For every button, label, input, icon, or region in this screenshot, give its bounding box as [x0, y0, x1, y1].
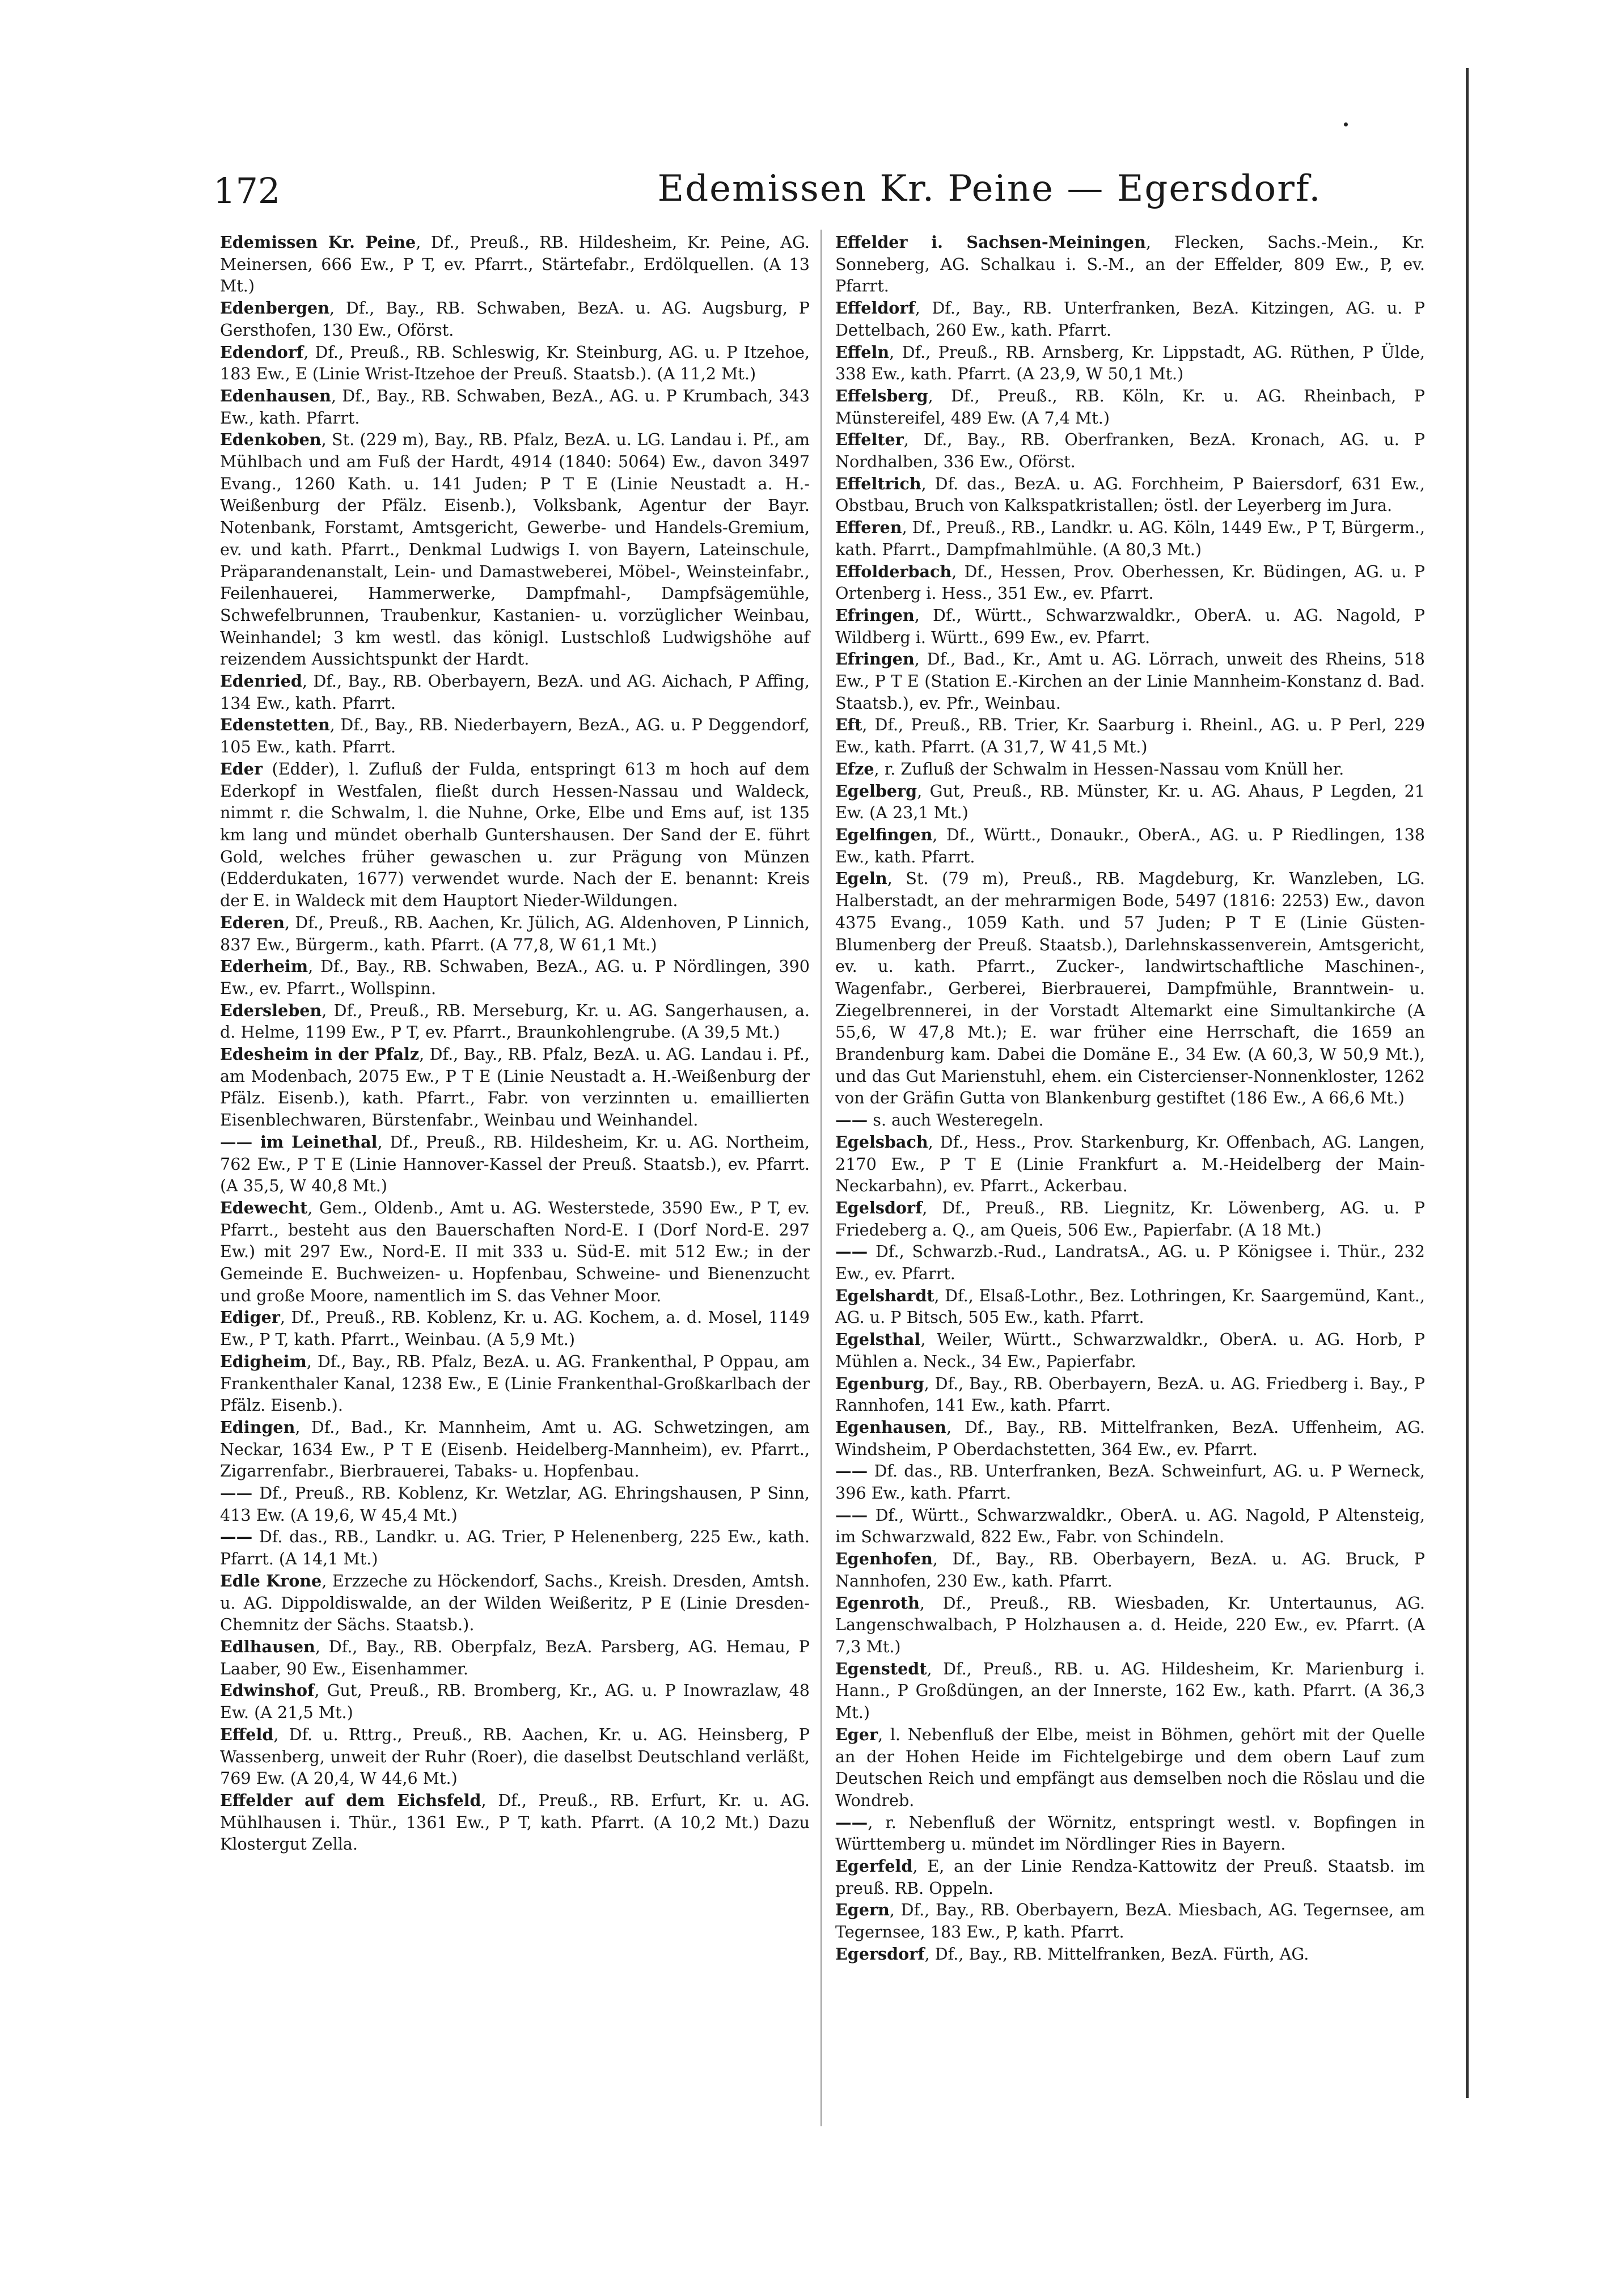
dictionary-entry: [835, 648, 1425, 714]
entry-text: , Df., Bay., RB. Oberbayern, BezA. u. AG. Bruck, P Nannhofen, 230 Ew., kath. Pfarrt.: [835, 1549, 1425, 1590]
entry-text: , Df. das., BezA. u. AG. Forchheim, P Baiersdorf, 631 Ew., Obstbau, Bruch von Kalkspatkristallen; östl. der Leyerberg im Jura.: [835, 473, 1425, 515]
page-edge-rule: [1466, 68, 1469, 2098]
dictionary-entry: [835, 1241, 1425, 1284]
entry-text: , Df., Preuß., RB. Trier, Kr. Saarburg i. Rheinl., AG. u. P Perl, 229 Ew., kath. Pfarrt. (A 31,7, W 41,5 Mt.): [835, 715, 1425, 757]
entry-headword: Egelsbach: [835, 1132, 928, 1152]
entry-headword: Egelfingen: [835, 824, 933, 844]
entry-text: , Df., Preuß., RB. Erfurt, Kr. u. AG. Mühlhausen i. Thür., 1361 Ew., P T, kath. Pfarrt. (A 10,2 Mt.) Dazu Klostergut Zella.: [220, 1790, 810, 1854]
entry-text: , Df., Elsaß-Lothr., Bez. Lothringen, Kr. Saargemünd, Kant., AG. u. P Bitsch, 505 Ew., kath. Pfarrt.: [835, 1285, 1425, 1327]
entry-text: , Gut, Preuß., RB. Münster, Kr. u. AG. Ahaus, P Legden, 21 Ew. (A 23,1 Mt.): [835, 781, 1425, 823]
right-column: [835, 231, 1425, 1965]
entry-text: s. auch Westeregeln.: [868, 1110, 1044, 1130]
entry-headword: Egenhausen: [835, 1417, 946, 1437]
dictionary-entry: [835, 297, 1425, 341]
entry-text: , Df., Bad., Kr. Mannheim, Amt u. AG. Schwetzingen, am Neckar, 1634 Ew., P T E (Eisenb. Heidelberg-Mannheim), ev. Pfarrt., Zigarrenfabr., Bierbrauerei, Tabaks- u. Hopfenbau.: [220, 1417, 810, 1481]
page-number: 172: [213, 170, 281, 211]
entry-text: , Df., Preuß., RB. Schleswig, Kr. Steinburg, AG. u. P Itzehoe, 183 Ew., E (Linie Wrist-Itzehoe der Preuß. Staatsb.). (A 11,2 Mt.): [220, 342, 810, 384]
dictionary-entry: [835, 1592, 1425, 1658]
entry-text: , Df., Preuß., RB. Wiesbaden, Kr. Untertaunus, AG. Langenschwalbach, P Holzhausen a. d. Heide, 220 Ew., ev. Pfarrt. (A 7,3 Mt.): [835, 1593, 1425, 1656]
dictionary-entry: [220, 1679, 810, 1723]
entry-headword: Edenried: [220, 671, 302, 691]
entry-headword: Edemissen Kr. Peine: [220, 232, 416, 252]
dictionary-entry: [220, 1570, 810, 1636]
dictionary-entry: [835, 1460, 1425, 1504]
entry-headword: Eder: [220, 759, 263, 779]
dictionary-entry: [835, 231, 1425, 297]
entry-headword: ——: [220, 1483, 253, 1503]
entry-headword: Effeltrich: [835, 473, 921, 493]
entry-text: , E, an der Linie Rendza-Kattowitz der Preuß. Staatsb. im preuß. RB. Oppeln.: [835, 1856, 1425, 1898]
entry-text: , Df., Preuß., RB. Koblenz, Kr. u. AG. Kochem, a. d. Mosel, 1149 Ew., P T, kath. Pfarrt., Weinbau. (A 5,9 Mt.): [220, 1308, 810, 1349]
entry-headword: Egersdorf: [835, 1944, 925, 1964]
dictionary-entry: [220, 758, 810, 912]
entry-headword: Edenbergen: [220, 298, 329, 318]
dictionary-entry: [220, 297, 810, 341]
ink-dot: [1344, 122, 1348, 126]
entry-headword: Edlhausen: [220, 1637, 315, 1656]
dictionary-entry: [220, 1789, 810, 1855]
entry-text: , Flecken, Sachs.-Mein., Kr. Sonneberg, AG. Schalkau i. S.-M., an der Effelder, 809 Ew., P, ev. Pfarrt.: [835, 232, 1425, 296]
entry-headword: Edigheim: [220, 1351, 307, 1371]
dictionary-entry: [835, 780, 1425, 824]
dictionary-entry: [835, 1504, 1425, 1548]
entry-headword: Ediger: [220, 1308, 280, 1327]
entry-text: , Df., Bay., RB. Schwaben, BezA., AG. u. P Nördlingen, 390 Ew., ev. Pfarrt., Wollspinn.: [220, 957, 810, 998]
dictionary-entry: [220, 1416, 810, 1482]
entry-text: Df., Preuß., RB. Koblenz, Kr. Wetzlar, AG. Ehringshausen, P Sinn, 413 Ew. (A 19,6, W 45,4 Mt.): [220, 1483, 810, 1525]
dictionary-entry: [220, 1043, 810, 1131]
entry-headword: Egenburg: [835, 1373, 924, 1393]
dictionary-entry: [220, 955, 810, 999]
entry-headword: ——: [835, 1242, 868, 1262]
dictionary-entry: [835, 714, 1425, 758]
entry-headword: Egenroth: [835, 1593, 920, 1613]
entry-text: , St. (79 m), Preuß., RB. Magdeburg, Kr. Wanzleben, LG. Halberstadt, an der mehrarmigen Bode, 5497 (1816: 2253) Ew., davon 4375 Evang., 1059 Kath. und 57 Juden; P T E (Linie Güsten-Blumenberg der Preuß. Staatsb.), Darlehnskassenverein, Amtsgericht, ev. u. kath. Pfarrt., Zucker-, landwirtschaftliche Maschinen-, Wagenfabr., Gerberei, Bierbrauerei, Dampfmühle, Branntwein- u. Ziegelbrennerei, in der Vorstadt Altemarkt eine Simultankirche (A 55,6, W 47,8 Mt.); E. war früher eine Herrschaft, die 1659 an Brandenburg kam. Dabei die Domäne E., 34 Ew. (A 60,3, W 50,9 Mt.), und das Gut Marienstuhl, ehem. ein Cistercienser-Nonnenkloster, 1262 von der Gräfin Gutta von Blankenburg gestiftet (186 Ew., A 66,6 Mt.): [835, 869, 1425, 1108]
dictionary-entry: [835, 868, 1425, 1109]
dictionary-entry: [220, 1526, 810, 1569]
entry-headword: ——: [835, 1505, 868, 1525]
entry-headword: Effelsberg: [835, 386, 928, 405]
dictionary-entry: [220, 714, 810, 758]
entry-text: , Df., Preuß., RB. Arnsberg, Kr. Lippstadt, AG. Rüthen, P Ülde, 338 Ew., kath. Pfarrt. (A 23,9, W 50,1 Mt.): [835, 342, 1425, 384]
entry-headword: Egelberg: [835, 781, 917, 801]
entry-text: , Df., Bay., RB. Pfalz, BezA. u. AG. Landau i. Pf., am Modenbach, 2075 Ew., P T E (Linie Neustadt a. H.-Weißenburg der Pfälz. Eisenb.), kath. Pfarrt., Fabr. von verzinnten u. emaillierten Eisenblechwaren, Bürstenfabr., Weinbau und Weinhandel.: [220, 1044, 810, 1130]
entry-text: , Df., Bay., RB. Oberbayern, BezA. u. AG. Friedberg i. Bay., P Rannhofen, 141 Ew., kath. Pfarrt.: [835, 1373, 1425, 1415]
entry-headword: Egern: [835, 1900, 890, 1920]
dictionary-entry: [220, 1000, 810, 1043]
dictionary-entry: [835, 341, 1425, 385]
entry-text: , Df., Bay., RB. Mittelfranken, BezA. Fürth, AG.: [924, 1944, 1309, 1964]
entry-text: , r. Nebenfluß der Wörnitz, entspringt westl. v. Bopfingen in Württemberg u. mündet im Nördlinger Ries in Bayern.: [835, 1812, 1425, 1854]
dictionary-entry: [835, 1285, 1425, 1329]
entry-headword: ——: [835, 1461, 868, 1481]
entry-headword: Ederheim: [220, 957, 308, 976]
dictionary-entry: [835, 473, 1425, 517]
entry-headword: ——: [835, 1110, 868, 1130]
entry-text: , Df., Bay., RB. Schwaben, BezA., AG. u. P Krumbach, 343 Ew., kath. Pfarrt.: [220, 386, 810, 428]
entry-headword: Egelshardt: [835, 1285, 934, 1305]
entry-text: , Df., Bay., RB. Oberbayern, BezA. und AG. Aichach, P Affing, 134 Ew., kath. Pfarrt.: [220, 671, 810, 713]
entry-text: , St. (229 m), Bay., RB. Pfalz, BezA. u. LG. Landau i. Pf., am Mühlbach und am Fuß der Hardt, 4914 (1840: 5064) Ew., davon 3497 Evang., 1260 Kath. u. 141 Juden; P T E (Linie Neustadt a. H.-Weißenburg der Pfälz. Eisenb.), Volksbank, Agentur der Bayr. Notenbank, Forstamt, Amtsgericht, Gewerbe- und Handels-Gremium, ev. und kath. Pfarrt., Denkmal Ludwigs I. von Bayern, Lateinschule, Präparandenanstalt, Lein- und Damastweberei, Möbel-, Weinsteinfabr., Feilenhauerei, Hammerwerke, Dampfmahl-, Dampfsägemühle, Schwefelbrunnen, Traubenkur, Kastanien- u. vorzüglicher Weinbau, Weinhandel; 3 km westl. das königl. Lustschloß Ludwigshöhe auf reizendem Aussichtspunkt der Hardt.: [220, 430, 810, 669]
entry-text: Df., Schwarzb.-Rud., LandratsA., AG. u. P Königsee i. Thür., 232 Ew., ev. Pfarrt.: [835, 1242, 1425, 1284]
dictionary-entry: [220, 670, 810, 714]
column-divider: [821, 230, 822, 2126]
entry-text: , Df., Preuß., RB. u. AG. Hildesheim, Kr. Marienburg i. Hann., P Großdüngen, an der Innerste, 162 Ew., kath. Pfarrt. (A 36,3 Mt.): [835, 1659, 1425, 1723]
dictionary-entry: [835, 1373, 1425, 1416]
entry-headword: Edenhausen: [220, 386, 331, 405]
entry-text: , Df., Bad., Kr., Amt u. AG. Lörrach, unweit des Rheins, 518 Ew., P T E (Station E.-Kirchen an der Linie Mannheim-Konstanz d. Bad. Staatsb.), ev. Pfr., Weinbau.: [835, 649, 1425, 713]
left-column: [220, 231, 810, 1855]
entry-headword: Effelter: [835, 430, 904, 450]
entry-text: Df. das., RB. Unterfranken, BezA. Schweinfurt, AG. u. P Werneck, 396 Ew., kath. Pfarrt.: [835, 1461, 1425, 1503]
entry-headword: Edle Krone: [220, 1571, 322, 1590]
dictionary-entry: [835, 1109, 1425, 1131]
entry-headword: ——: [835, 1812, 868, 1832]
entry-text: , Df., Bay., RB. Unterfranken, BezA. Kitzingen, AG. u. P Dettelbach, 260 Ew., kath. Pfarrt.: [835, 298, 1425, 340]
entry-text: , Gut, Preuß., RB. Bromberg, Kr., AG. u. P Inowrazlaw, 48 Ew. (A 21,5 Mt.): [220, 1681, 810, 1723]
dictionary-entry: [220, 1724, 810, 1789]
entry-headword: Eger: [835, 1724, 878, 1744]
entry-text: Df. das., RB., Landkr. u. AG. Trier, P Helenenberg, 225 Ew., kath. Pfarrt. (A 14,1 Mt.): [220, 1527, 810, 1569]
entry-headword: Edingen: [220, 1417, 295, 1437]
dictionary-entry: [220, 1306, 810, 1350]
entry-text: , Df., Bay., RB. Schwaben, BezA. u. AG. Augsburg, P Gersthofen, 130 Ew., Oförst.: [220, 298, 810, 340]
dictionary-entry: [835, 1943, 1425, 1965]
entry-headword: Edendorf: [220, 342, 304, 362]
entry-text: , Df., Bay., RB. Oberfranken, BezA. Kronach, AG. u. P Nordhalben, 336 Ew., Oförst.: [835, 430, 1425, 472]
entry-text: , Df., Preuß., RB. Merseburg, Kr. u. AG. Sangerhausen, a. d. Helme, 1199 Ew., P T, ev. Pfarrt., Braunkohlengrube. (A 39,5 Mt.): [220, 1000, 810, 1042]
entry-headword: Egerfeld: [835, 1856, 913, 1876]
entry-headword: Edenstetten: [220, 715, 330, 735]
entry-text: , Df., Preuß., RB., Landkr. u. AG. Köln, 1449 Ew., P T, Bürgerm., kath. Pfarrt., Dampfmahlmühle. (A 80,3 Mt.): [835, 518, 1425, 559]
entry-text: , Df., Preuß., RB. Liegnitz, Kr. Löwenberg, AG. u. P Friedeberg a. Q., am Queis, 506 Ew., Papierfabr. (A 18 Mt.): [835, 1198, 1425, 1239]
entry-headword: Edwinshof: [220, 1681, 315, 1700]
entry-headword: Efze: [835, 759, 874, 779]
entry-text: , Df., Hess., Prov. Starkenburg, Kr. Offenbach, AG. Langen, 2170 Ew., P T E (Linie Frankfurt a. M.-Heidelberg der Main-Neckarbahn), ev. Pfarrt., Ackerbau.: [835, 1132, 1425, 1196]
entry-headword: Edenkoben: [220, 430, 322, 450]
dictionary-entry: [835, 1548, 1425, 1592]
dictionary-entry: [220, 385, 810, 429]
entry-headword: Egeln: [835, 869, 887, 889]
dictionary-entry: [835, 1855, 1425, 1899]
dictionary-entry: [835, 1197, 1425, 1241]
entry-text: , Gem., Oldenb., Amt u. AG. Westerstede, 3590 Ew., P T, ev. Pfarrt., besteht aus den Bauerschaften Nord-E. I (Dorf Nord-E. 297 Ew.) mit 297 Ew., Nord-E. II mit 333 u. Süd-E. mit 512 Ew.; in der Gemeinde E. Buchweizen- u. Hopfenbau, Schweine- und Bienenzucht und große Moore, namentlich im S. das Vehner Moor.: [220, 1198, 810, 1305]
dictionary-entry: [220, 912, 810, 955]
entry-headword: Ederen: [220, 912, 285, 932]
entry-text: , Df., Württ., Donaukr., OberA., AG. u. P Riedlingen, 138 Ew., kath. Pfarrt.: [835, 824, 1425, 866]
entry-text: , Df., Hessen, Prov. Oberhessen, Kr. Büdingen, AG. u. P Ortenberg i. Hess., 351 Ew., ev. Pfarrt.: [835, 561, 1425, 603]
entry-text: , l. Nebenfluß der Elbe, meist in Böhmen, gehört mit der Quelle an der Hohen Heide im Fichtelgebirge und dem obern Lauf zum Deutschen Reich und empfängt aus demselben noch die Röslau und die Wondreb.: [835, 1724, 1425, 1810]
entry-headword: Effelder auf dem Eichsfeld: [220, 1790, 481, 1810]
entry-text: , Df., Bay., RB. Oberbayern, BezA. Miesbach, AG. Tegernsee, am Tegernsee, 183 Ew., P, kath. Pfarrt.: [835, 1900, 1425, 1942]
entry-text: , Df., Preuß., RB. Hildesheim, Kr. u. AG. Northeim, 762 Ew., P T E (Linie Hannover-Kassel der Preuß. Staatsb.), ev. Pfarrt. (A 35,5, W 40,8 Mt.): [220, 1132, 810, 1196]
dictionary-entry: [835, 517, 1425, 560]
dictionary-entry: [835, 561, 1425, 604]
entry-text: Df., Württ., Schwarzwaldkr., OberA. u. AG. Nagold, P Altensteig, im Schwarzwald, 822 Ew., Fabr. von Schindeln.: [835, 1505, 1425, 1547]
dictionary-entry: [220, 231, 810, 297]
dictionary-entry: [835, 1131, 1425, 1197]
entry-headword: Efferen: [835, 518, 902, 538]
dictionary-entry: [835, 1812, 1425, 1855]
dictionary-entry: [835, 385, 1425, 429]
dictionary-entry: [835, 604, 1425, 648]
entry-headword: Edewecht: [220, 1198, 308, 1217]
entry-headword: Effelder i. Sachsen-Meiningen: [835, 232, 1146, 252]
dictionary-entry: [835, 824, 1425, 868]
entry-text: , Df., Bay., RB. Oberpfalz, BezA. Parsberg, AG. Hemau, P Laaber, 90 Ew., Eisenhammer.: [220, 1637, 810, 1678]
entry-text: , Df., Preuß., RB. Hildesheim, Kr. Peine, AG. Meinersen, 666 Ew., P T, ev. Pfarrt., Stärtefabr., Erdölquellen. (A 13 Mt.): [220, 232, 810, 296]
entry-text: , r. Zufluß der Schwalm in Hessen-Nassau vom Knüll her.: [874, 759, 1344, 779]
entry-headword: Effolderbach: [835, 561, 952, 581]
dictionary-entry: [835, 1658, 1425, 1724]
entry-text: , Df., Bay., RB. Pfalz, BezA. u. AG. Frankenthal, P Oppau, am Frankenthaler Kanal, 1238 Ew., E (Linie Frankenthal-Großkarlbach der Pfälz. Eisenb.).: [220, 1351, 810, 1415]
entry-headword: Egenstedt: [835, 1659, 927, 1678]
dictionary-entry: [220, 1351, 810, 1416]
dictionary-entry: [220, 1636, 810, 1679]
entry-headword: Egenhofen: [835, 1549, 933, 1569]
dictionary-entry: [220, 1131, 810, 1197]
dictionary-entry: [835, 1329, 1425, 1372]
entry-text: , Df. u. Rttrg., Preuß., RB. Aachen, Kr. u. AG. Heinsberg, P Wassenberg, unweit der Ruhr (Roer), die daselbst Deutschland verläßt, 769 Ew. (A 20,4, W 44,6 Mt.): [220, 1724, 810, 1788]
entry-headword: Eft: [835, 715, 862, 735]
entry-text: , Df., Bay., RB. Niederbayern, BezA., AG. u. P Deggendorf, 105 Ew., kath. Pfarrt.: [220, 715, 810, 757]
dictionary-entry: [220, 429, 810, 670]
dictionary-entry: [835, 1416, 1425, 1460]
entry-text: , Weiler, Württ., Schwarzwaldkr., OberA. u. AG. Horb, P Mühlen a. Neck., 34 Ew., Papierfabr.: [835, 1330, 1425, 1371]
entry-text: , Erzzeche zu Höckendorf, Sachs., Kreish. Dresden, Amtsh. u. AG. Dippoldiswalde, an der Wilden Weißeritz, P E (Linie Dresden-Chemnitz der Sächs. Staatsb.).: [220, 1571, 810, 1635]
dictionary-entry: [835, 758, 1425, 780]
entry-text: , Df., Preuß., RB. Köln, Kr. u. AG. Rheinbach, P Münstereifel, 489 Ew. (A 7,4 Mt.): [835, 386, 1425, 428]
entry-headword: Effeldorf: [835, 298, 915, 318]
entry-headword: Efringen: [835, 605, 915, 625]
entry-headword: Egelsdorf: [835, 1198, 923, 1217]
entry-headword: —— im Leinethal: [220, 1132, 378, 1152]
dictionary-entry: [835, 1724, 1425, 1812]
entry-text: (Edder), l. Zufluß der Fulda, entspringt 613 m hoch auf dem Ederkopf in Westfalen, fließt durch Hessen-Nassau und Waldeck, nimmt r. die Schwalm, l. die Nuhne, Orke, Elbe und Ems auf, ist 135 km lang und mündet oberhalb Guntershausen. Der Sand der E. führt Gold, welches früher gewaschen u. zur Prägung von Münzen (Edderdukaten, 1677) verwendet wurde. Nach der E. benannt: Kreis der E. in Waldeck mit dem Hauptort Nieder-Wildungen.: [220, 759, 810, 911]
entry-headword: Effeld: [220, 1724, 274, 1744]
entry-text: , Df., Preuß., RB. Aachen, Kr. Jülich, AG. Aldenhoven, P Linnich, 837 Ew., Bürgerm., kath. Pfarrt. (A 77,8, W 61,1 Mt.): [220, 912, 810, 954]
entry-headword: Edersleben: [220, 1000, 322, 1020]
dictionary-entry: [835, 429, 1425, 472]
entry-headword: ——: [220, 1527, 253, 1547]
entry-text: , Df., Württ., Schwarzwaldkr., OberA. u. AG. Nagold, P Wildberg i. Württ., 699 Ew., ev. Pfarrt.: [835, 605, 1425, 647]
dictionary-entry: [220, 1482, 810, 1526]
running-head: Edemissen Kr. Peine — Egersdorf.: [657, 168, 1322, 210]
entry-headword: Edesheim in der Pfalz: [220, 1044, 420, 1064]
dictionary-entry: [220, 341, 810, 385]
entry-headword: Egelsthal: [835, 1330, 921, 1349]
entry-text: , Df., Bay., RB. Mittelfranken, BezA. Uffenheim, AG. Windsheim, P Oberdachstetten, 364 Ew., ev. Pfarrt.: [835, 1417, 1425, 1459]
dictionary-entry: [835, 1899, 1425, 1943]
entry-headword: Efringen: [835, 649, 915, 669]
entry-headword: Effeln: [835, 342, 890, 362]
dictionary-entry: [220, 1197, 810, 1307]
